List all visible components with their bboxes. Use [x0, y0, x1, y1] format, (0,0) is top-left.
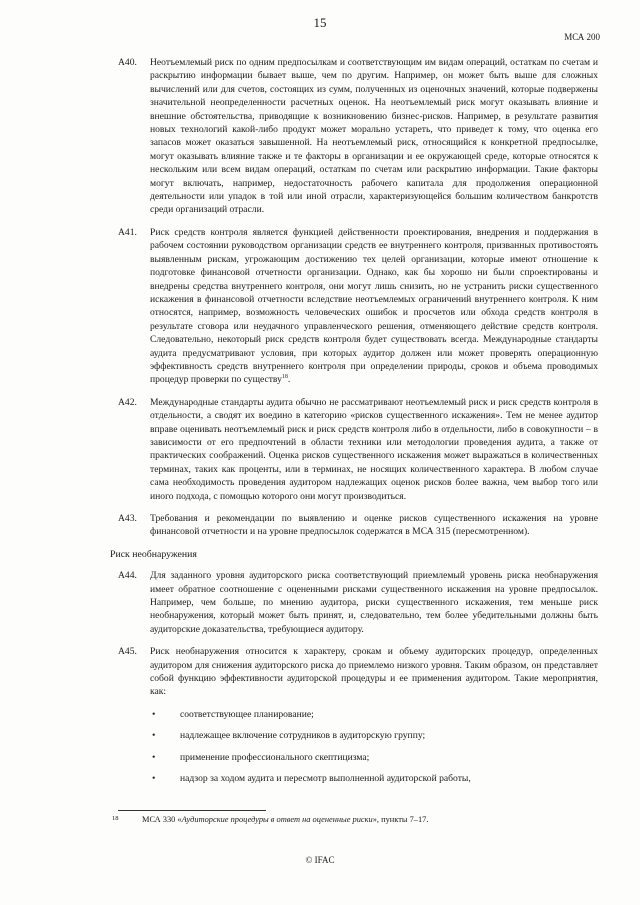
- paragraph-text: Требования и рекомендации по выявлению и оценке рисков существенного искажения на уровне финансовой отчетности и на уровне предпосылок содержатся в МСА 315 (пересмотренном).: [150, 513, 598, 538]
- paragraph-a44: [118, 569, 598, 636]
- paragraph-number: A44.: [118, 570, 137, 582]
- document-code: МСА 200: [564, 32, 600, 42]
- bullet-icon: •: [152, 708, 156, 720]
- footnote-number: 18: [112, 815, 119, 822]
- list-item-text: соответствующее планирование;: [180, 708, 314, 720]
- paragraph-number: A41.: [118, 226, 137, 238]
- document-body: [110, 56, 598, 800]
- footnote-ref-marker[interactable]: 18: [281, 374, 288, 381]
- paragraph-number: A42.: [118, 396, 137, 408]
- bullet-list: [150, 708, 598, 786]
- list-item-text: надлежащее включение сотрудников в аудиторскую группу;: [180, 730, 426, 742]
- section-heading: Риск необнаружения: [110, 548, 197, 560]
- list-item: [150, 708, 598, 721]
- list-item: [150, 729, 598, 742]
- paragraph-text: Международные стандарты аудита обычно не рассматривают неотъемлемый риск и риск средств контроля в отдельности, а сводят их воедино в категорию «рисков существенного искажения». Тем не менее аудитор вправе оценивать неотъемлемый риск и риск средств контроля либо в отдельности, либо в совокупности – в зависимости от его предпочтений в области техники или методологии проведения аудита, а также от практических соображений. Оценка рисков существенного искажения может выражаться в количественных терминах, таких как проценты, или в терминах, не носящих количественного характера. В любом случае сама необходимость проведения аудитором надлежащих оценок рисков более важна, чем выбор того или иного подхода, с помощью которого они могут производиться.: [150, 396, 598, 502]
- bullet-icon: •: [152, 730, 156, 742]
- paragraph-text: Для заданного уровня аудиторского риска соответствующий приемлемый уровень риска необнаружения имеет обратное соотношение с оцененными рисками существенного искажения на уровне предпосылок. Например, чем больше, по мнению аудитора, риски существенного искажения, тем меньше риск необнаружения, который может быть принят, и, следовательно, тем более убедительными должны быть аудиторские доказательства, требующиеся аудитору.: [150, 570, 598, 635]
- footnote-reference-title: Аудиторские процедуры в ответ на оцененные риски: [181, 815, 373, 824]
- footnote-text: [142, 815, 428, 824]
- paragraph-content: [150, 645, 598, 793]
- list-item: [150, 751, 598, 764]
- bullet-icon: •: [152, 773, 156, 785]
- paragraph-text-container: [150, 226, 598, 387]
- list-item-text: применение профессионального скептицизма;: [180, 751, 370, 763]
- page-number: 15: [313, 15, 327, 30]
- paragraph-tail: .: [287, 374, 291, 386]
- paragraph-number: A43.: [118, 513, 137, 524]
- paragraph-text: Неотъемлемый риск по одним предпосылкам и соответствующим им видам операций, остаткам по счетам и раскрытию информации бывает выше, чем по другим. Например, он может быть выше для сложных вычислений или для счетов, состоящих из сумм, полученных из оценочных значений, которые подвержены значительной неопределенности расчетных оценок. На неотъемлемый риск могут оказывать влияние и внешние обстоятельства, приводящие к возникновению бизнес-рисков. Например, в результате развития новых технологий какой-либо продукт может морально устареть, что приведет к тому, что оценка его запасов может оказаться завышенной. На неотъемлемый риск, относящийся к конкретной предпосылке, могут оказывать влияние также и те факторы в организации и ее окружающей среде, которые относятся к нескольким или всем видам операций, остаткам по счетам или раскрытию информации. Такие факторы могут включать, например, недостаточность рабочего капитала для продолжения операционной деятельности или упадок в той или иной отрасли, характеризующейся большим количеством банкротств среди организаций отрасли.: [150, 57, 598, 216]
- list-item-text: надзор за ходом аудита и пересмотр выполненной аудиторской работы,: [180, 773, 471, 785]
- page-footer: © IFAC: [305, 855, 335, 865]
- paragraph-number: A40.: [118, 57, 137, 68]
- footnote: [112, 815, 428, 824]
- paragraph-a42: [118, 396, 598, 503]
- paragraph-a41: [118, 226, 598, 387]
- paragraph-number: A45.: [118, 646, 137, 658]
- footnote-suffix: », пункты 7–17.: [372, 815, 429, 824]
- bullet-icon: •: [152, 751, 156, 763]
- paragraph-a43: [118, 512, 598, 539]
- footnote-prefix: МСА 330 «: [142, 815, 182, 824]
- footnote-divider: [118, 810, 266, 811]
- paragraph-a45: [118, 645, 598, 793]
- paragraph-text: Риск необнаружения относится к характеру, срокам и объему аудиторских процедур, определенных аудитором для снижения аудиторского риска до приемлемо низкого уровня. Таким образом, он представляет собой функцию эффективности аудиторской процедуры и ее применения аудитором. Такие мероприятия, как:: [150, 646, 598, 698]
- list-item: [150, 772, 598, 785]
- paragraph-a40: [118, 56, 598, 217]
- paragraph-text: Риск средств контроля является функцией действенности проектирования, внедрения и поддержания в рабочем состоянии руководством организации средств ее внутреннего контроля, призванных противостоять выявленным рискам, угрожающим достижению тех целей организации, которые имеют отношение к подготовке финансовой отчетности организации. Однако, как бы хорошо ни были спроектированы и внедрены средства внутреннего контроля, они могут лишь снизить, но не устранить риски существенного искажения в финансовой отчетности вследствие неотъемлемых ограничений внутреннего контроля. К ним относятся, например, возможность человеческих ошибок и просчетов или обхода средств контроля в результате сговора или неудачного управленческого решения, отменяющего действие средств контроля. Следовательно, некоторый риск средств контроля будет существовать всегда. Международные стандарты аудита предусматривают условия, при которых аудитор должен или может проверять операционную эффективность средств внутреннего контроля при определении природы, сроков и объема проводимых процедур проверки по существу: [150, 226, 598, 386]
